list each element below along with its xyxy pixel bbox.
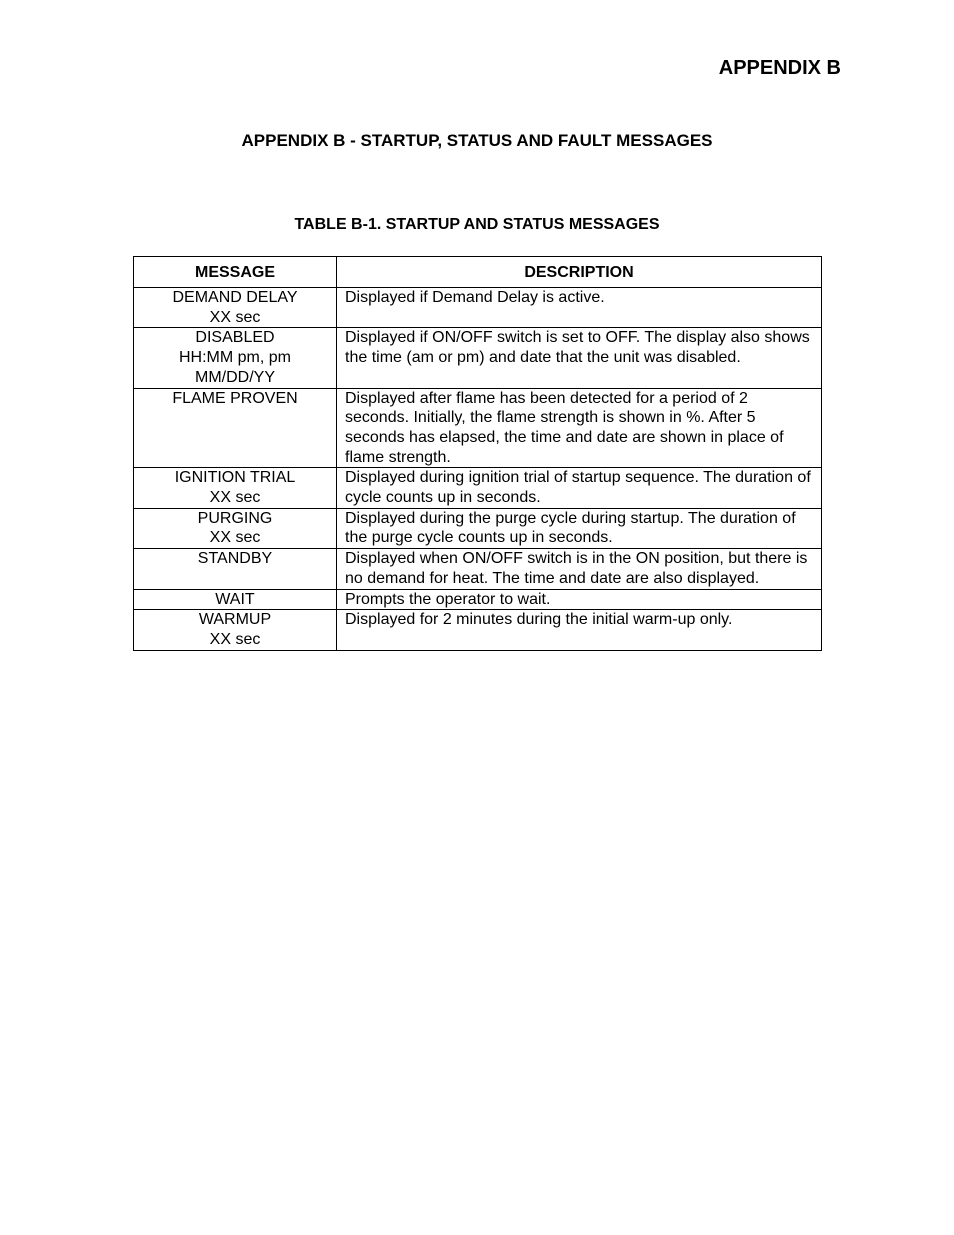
message-line: XX sec [209, 489, 261, 507]
message-line: WAIT [215, 590, 255, 608]
message-line: WARMUP [198, 611, 272, 629]
description-cell: Prompts the operator to wait. [337, 589, 822, 610]
message-cell [134, 468, 337, 508]
message-line: XX sec [209, 529, 261, 547]
message-cell [134, 508, 337, 548]
message-line: XX sec [209, 630, 261, 648]
message-cell [134, 328, 337, 388]
description-cell: Displayed if Demand Delay is active. [337, 288, 822, 328]
description-cell: Displayed if ON/OFF switch is set to OFF. The display also shows the time (am or pm) and date that the unit was disabled. [337, 328, 822, 388]
message-line: PURGING [197, 509, 273, 527]
message-line: HH:MM pm, pm [179, 349, 291, 367]
message-cell [134, 549, 337, 589]
table-row [134, 508, 822, 548]
message-line: STANDBY [197, 550, 273, 568]
message-cell [134, 288, 337, 328]
table-row [134, 468, 822, 508]
message-line: XX sec [209, 308, 261, 326]
table-row [134, 328, 822, 388]
message-line: MM/DD/YY [195, 368, 275, 386]
message-line: IGNITION TRIAL [174, 469, 296, 487]
table-row [134, 288, 822, 328]
description-cell: Displayed for 2 minutes during the initial warm-up only. [337, 610, 822, 650]
section-title: APPENDIX B - STARTUP, STATUS AND FAULT MESSAGES [241, 131, 713, 150]
table-row [134, 388, 822, 468]
message-line: DEMAND DELAY [172, 289, 298, 306]
startup-status-messages-table [133, 256, 822, 651]
column-header-message: MESSAGE [134, 257, 337, 288]
table-row [134, 549, 822, 589]
description-cell: Displayed when ON/OFF switch is in the ON position, but there is no demand for heat. The time and date are also displayed. [337, 549, 822, 589]
message-cell [134, 388, 337, 468]
table-row [134, 589, 822, 610]
message-line: FLAME PROVEN [172, 389, 298, 407]
description-cell: Displayed during ignition trial of startup sequence. The duration of cycle counts up in seconds. [337, 468, 822, 508]
description-cell: Displayed during the purge cycle during startup. The duration of the purge cycle counts up in seconds. [337, 508, 822, 548]
column-header-description: DESCRIPTION [337, 257, 822, 288]
table-header-row [134, 257, 822, 288]
message-line: DISABLED [195, 329, 275, 347]
message-cell [134, 589, 337, 610]
table-caption: TABLE B-1. STARTUP AND STATUS MESSAGES [294, 216, 660, 233]
table-row [134, 610, 822, 650]
description-cell: Displayed after flame has been detected for a period of 2 seconds. Initially, the flame strength is shown in %. After 5 seconds has elapsed, the time and date are shown in place of flame strength. [337, 388, 822, 468]
message-cell [134, 610, 337, 650]
running-header: APPENDIX B [718, 57, 841, 79]
